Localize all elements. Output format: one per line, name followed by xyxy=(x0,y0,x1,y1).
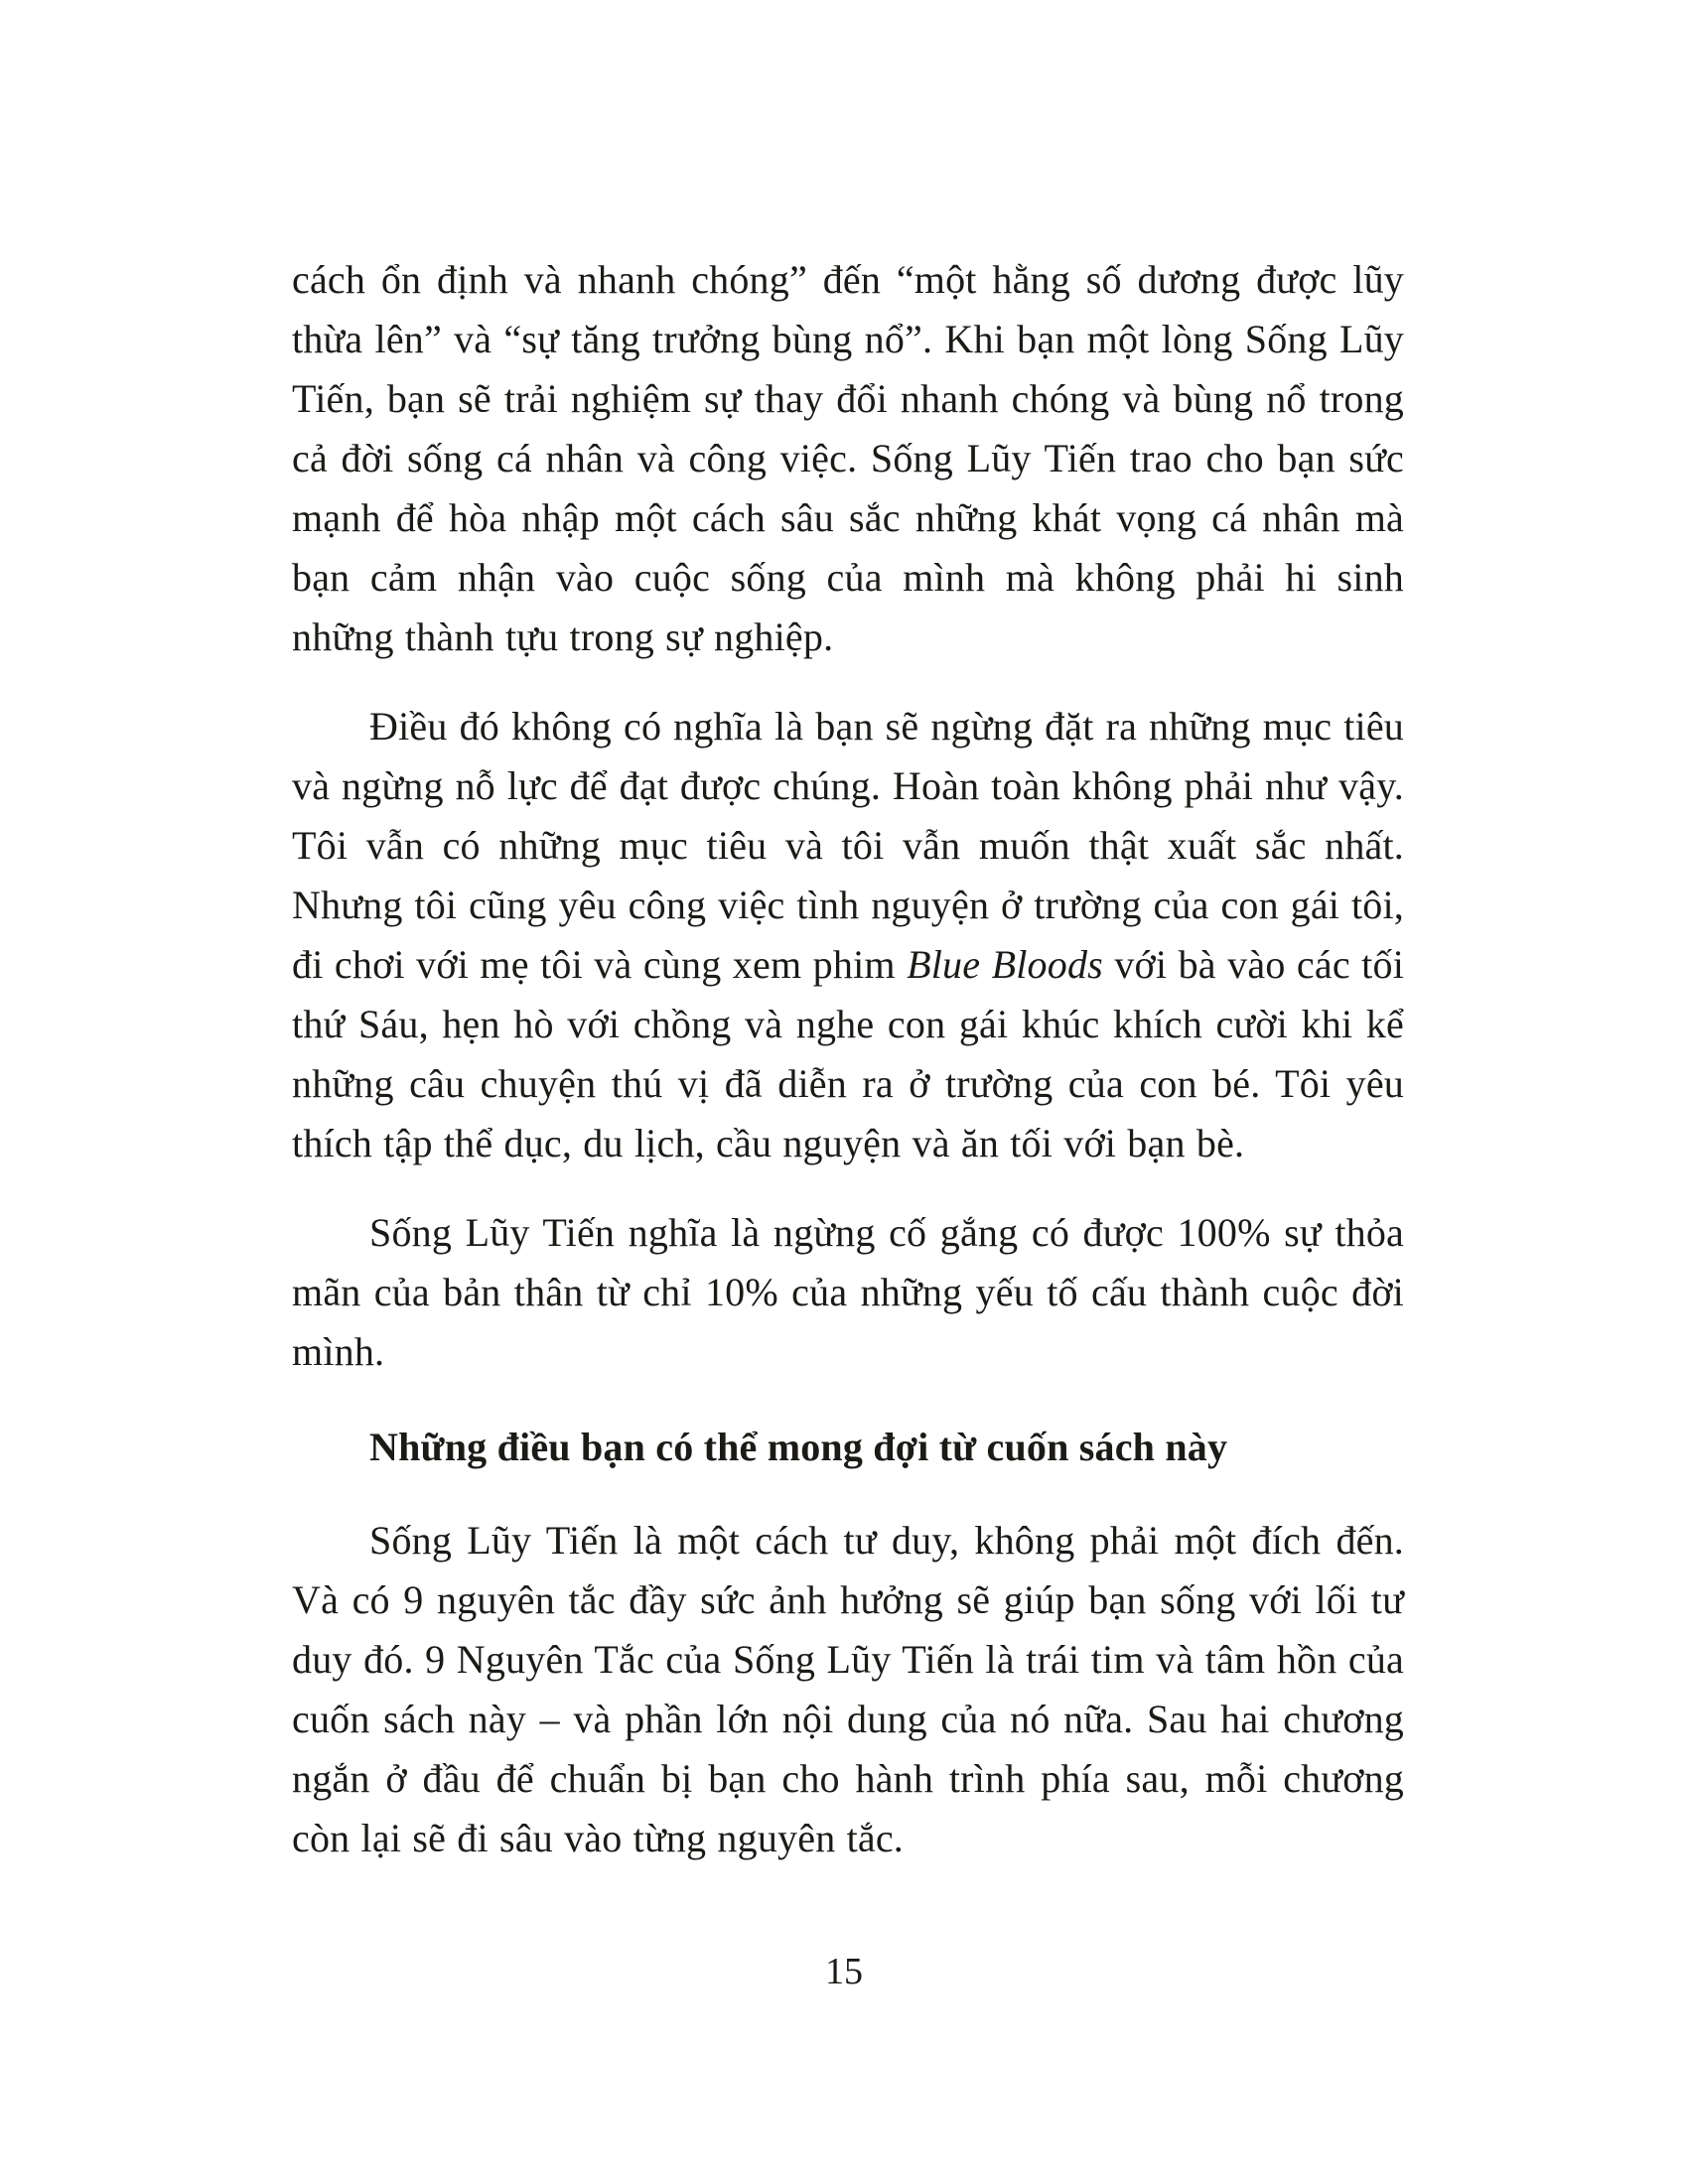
paragraph-text: Sống Lũy Tiến là một cách tư duy, không phải một đích đến. Và có 9 nguyên tắc đầy sức ảnh hưởng sẽ giúp bạn sống với lối tư duy đó. 9 Nguyên Tắc của Sống Lũy Tiến là trái tim và tâm hồn của cuốn sách này – và phần lớn nội dung của nó nữa. Sau hai chương ngắn ở đầu để chuẩn bị bạn cho hành trình phía sau, mỗi chương còn lại sẽ đi sâu vào từng nguyên tắc. xyxy=(292,1518,1404,1860)
section-heading: Những điều bạn có thể mong đợi từ cuốn sách này xyxy=(369,1425,1228,1469)
paragraph xyxy=(292,1203,1404,1382)
page-number: 15 xyxy=(825,1951,863,1992)
paragraph xyxy=(292,1511,1404,1868)
italic-phrase: Blue Bloods xyxy=(907,942,1103,987)
paragraph-text: Sống Lũy Tiến nghĩa là ngừng cố gắng có được 100% sự thỏa mãn của bản thân từ chỉ 10% của những yếu tố cấu thành cuộc đời mình. xyxy=(292,1210,1404,1374)
paragraph-text: với bà vào các tối thứ Sáu, hẹn hò với chồng và nghe con gái khúc khích cười khi kể những câu chuyện thú vị đã diễn ra ở trường của con bé. Tôi yêu thích tập thể dục, du lịch, cầu nguyện và ăn tối với bạn bè. xyxy=(292,942,1405,1165)
paragraph-text: Điều đó không có nghĩa là bạn sẽ ngừng đặt ra những mục tiêu và ngừng nỗ lực để đạt được chúng. Hoàn toàn không phải như vậy. Tôi vẫn có những mục tiêu và tôi vẫn muốn thật xuất sắc nhất. Nhưng tôi cũng yêu công việc tình nguyện ở trường của con gái tôi, đi chơi với mẹ tôi và cùng xem phim xyxy=(292,704,1404,987)
paragraph-continuation xyxy=(292,250,1404,667)
paragraph xyxy=(292,697,1404,1173)
page-body xyxy=(292,250,1404,1898)
paragraph-text: cách ổn định và nhanh chóng” đến “một hằng số dương được lũy thừa lên” và “sự tăng trưởng bùng nổ”. Khi bạn một lòng Sống Lũy Tiến, bạn sẽ trải nghiệm sự thay đổi nhanh chóng và bùng nổ trong cả đời sống cá nhân và công việc. Sống Lũy Tiến trao cho bạn sức mạnh để hòa nhập một cách sâu sắc những khát vọng cá nhân mà bạn cảm nhận vào cuộc sống của mình mà không phải hi sinh những thành tựu trong sự nghiệp. xyxy=(292,257,1404,659)
